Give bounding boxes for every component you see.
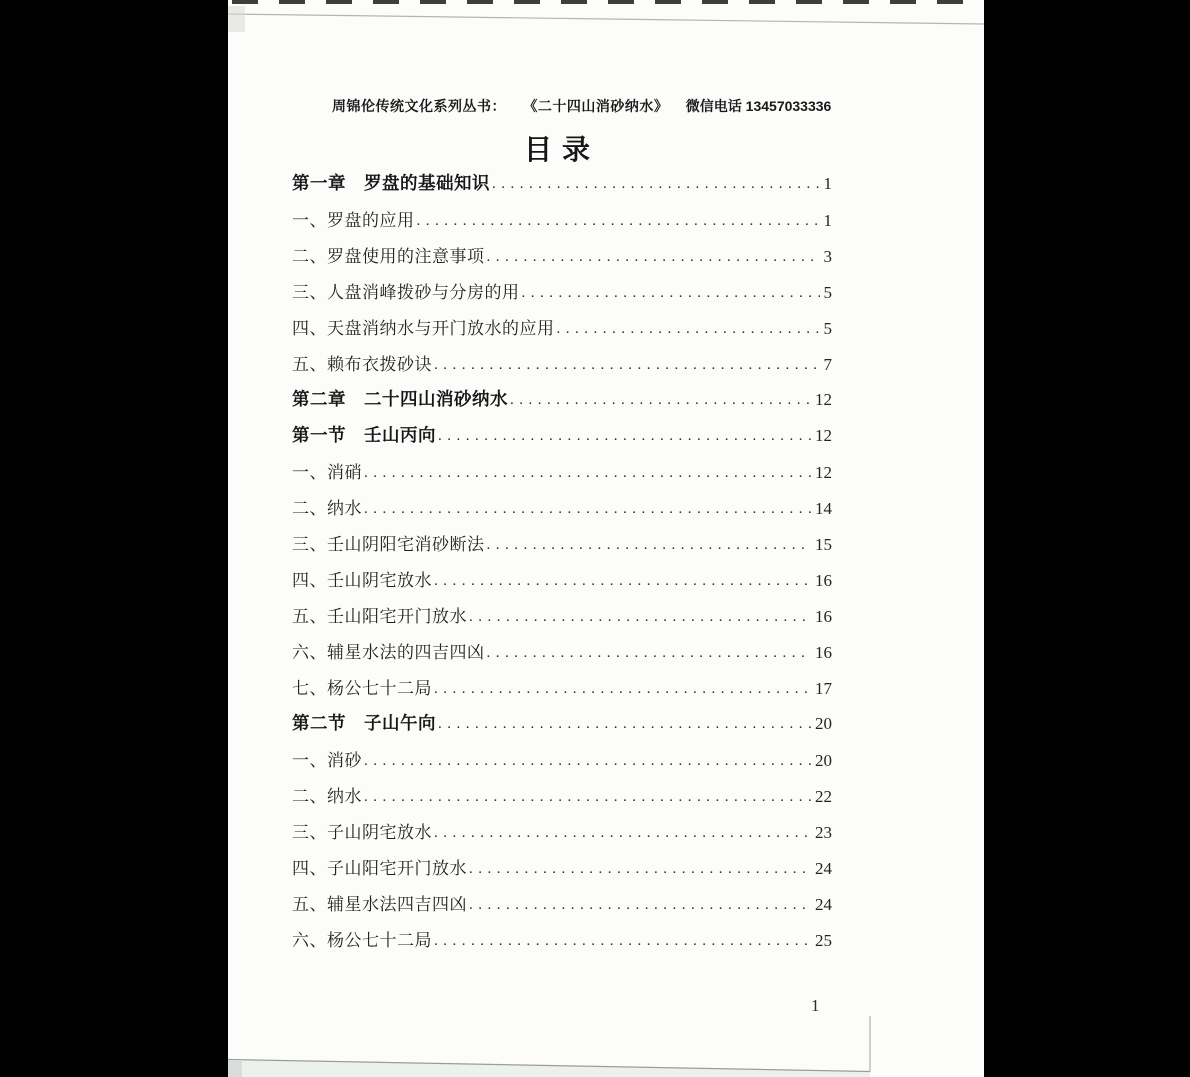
dot-leader [438, 428, 811, 445]
toc-entry [292, 350, 832, 386]
toc-entry-title: 三、壬山阴阳宅消砂断法 [292, 535, 485, 554]
toc-entry [292, 818, 832, 854]
toc-entry-title: 第一章 罗盘的基础知识 [292, 173, 490, 193]
toc-entry [292, 746, 832, 782]
toc-entry-title: 三、子山阴宅放水 [292, 823, 432, 842]
toc-entry-title: 一、罗盘的应用 [292, 211, 415, 230]
toc-entry-page-number: 12 [815, 390, 832, 409]
dot-leader [434, 357, 820, 374]
toc-entry-title: 一、消砂 [292, 751, 362, 770]
toc-entry-title: 六、辅星水法的四吉四凶 [292, 643, 485, 662]
dot-leader [557, 321, 820, 338]
toc-entry-page-number: 5 [823, 283, 832, 302]
page-title: 目录 [523, 135, 600, 166]
toc-entry-page-number: 20 [815, 751, 832, 770]
toc-entry-page-number: 7 [823, 355, 832, 374]
toc-entry-title: 六、杨公七十二局 [292, 931, 432, 950]
toc-entry-title: 二、纳水 [292, 499, 362, 518]
toc-entry-title: 二、罗盘使用的注意事项 [292, 247, 485, 266]
dot-leader [487, 537, 812, 554]
toc-entry-page-number: 16 [815, 607, 832, 626]
toc-list [292, 170, 832, 962]
toc-entry [292, 314, 832, 350]
toc-entry [292, 170, 832, 206]
scan-top-edge [232, 0, 980, 4]
toc-entry-title: 五、辅星水法四吉四凶 [292, 895, 467, 914]
toc-entry-page-number: 16 [815, 643, 832, 662]
dot-leader [469, 609, 811, 626]
footer-page-number: 1 [811, 996, 820, 1015]
dot-leader [487, 645, 812, 662]
toc-entry [292, 242, 832, 278]
toc-entry-page-number: 24 [815, 859, 832, 878]
toc-entry-page-number: 17 [815, 679, 832, 698]
toc-entry-page-number: 12 [815, 463, 832, 482]
toc-entry-page-number: 12 [815, 426, 832, 445]
toc-entry [292, 494, 832, 530]
toc-entry-title: 第二节 子山午向 [292, 713, 436, 733]
dot-leader [438, 716, 811, 733]
toc-entry-title: 七、杨公七十二局 [292, 679, 432, 698]
toc-entry-title: 第一节 壬山丙向 [292, 425, 436, 445]
book-series-header [332, 97, 932, 115]
toc-entry [292, 710, 832, 746]
toc-entry-page-number: 20 [815, 714, 832, 733]
toc-entry-page-number: 22 [815, 787, 832, 806]
toc-entry-page-number: 1 [823, 211, 832, 230]
contact-info: 微信电话 13457033336 [685, 98, 832, 114]
toc-entry-page-number: 5 [823, 319, 832, 338]
toc-entry-title: 五、壬山阳宅开门放水 [292, 607, 467, 626]
dot-leader [434, 825, 811, 842]
dot-leader [364, 465, 811, 482]
toc-entry [292, 566, 832, 602]
toc-entry [292, 854, 832, 890]
dot-leader [434, 681, 811, 698]
toc-entry-title: 三、人盘消峰拨砂与分房的用 [292, 283, 520, 302]
toc-entry-title: 二、纳水 [292, 787, 362, 806]
dot-leader [434, 933, 811, 950]
toc-entry [292, 386, 832, 422]
book-title: 《二十四山消砂纳水》 [523, 98, 669, 114]
page [228, 0, 984, 1077]
dot-leader [469, 897, 811, 914]
toc-entry [292, 674, 832, 710]
toc-entry [292, 602, 832, 638]
dot-leader [492, 176, 820, 193]
toc-entry-page-number: 15 [815, 535, 832, 554]
toc-entry [292, 926, 832, 962]
dot-leader [522, 285, 820, 302]
toc-entry-page-number: 3 [823, 247, 832, 266]
toc-entry-page-number: 24 [815, 895, 832, 914]
toc-entry-page-number: 25 [815, 931, 832, 950]
toc-entry [292, 890, 832, 926]
toc-entry [292, 530, 832, 566]
toc-entry-title: 四、子山阳宅开门放水 [292, 859, 467, 878]
toc-entry-page-number: 23 [815, 823, 832, 842]
toc-entry-page-number: 16 [815, 571, 832, 590]
dot-leader [469, 861, 811, 878]
toc-entry-title: 五、赖布衣拨砂诀 [292, 355, 432, 374]
toc-entry-title: 一、消硝 [292, 463, 362, 482]
dot-leader [510, 392, 811, 409]
dot-leader [487, 249, 820, 266]
toc-entry [292, 782, 832, 818]
series-title: 周锦伦传统文化系列丛书： [332, 98, 506, 114]
toc-entry-title: 四、天盘消纳水与开门放水的应用 [292, 319, 555, 338]
dot-leader [364, 753, 811, 770]
dot-leader [434, 573, 811, 590]
toc-entry [292, 206, 832, 242]
dot-leader [364, 789, 811, 806]
toc-entry-page-number: 14 [815, 499, 832, 518]
toc-entry [292, 638, 832, 674]
toc-entry [292, 422, 832, 458]
dot-leader [417, 213, 820, 230]
toc-entry-title: 第二章 二十四山消砂纳水 [292, 389, 508, 409]
toc-entry-page-number: 1 [823, 174, 832, 193]
toc-entry [292, 458, 832, 494]
dot-leader [364, 501, 811, 518]
toc-entry-title: 四、壬山阴宅放水 [292, 571, 432, 590]
toc-entry [292, 278, 832, 314]
